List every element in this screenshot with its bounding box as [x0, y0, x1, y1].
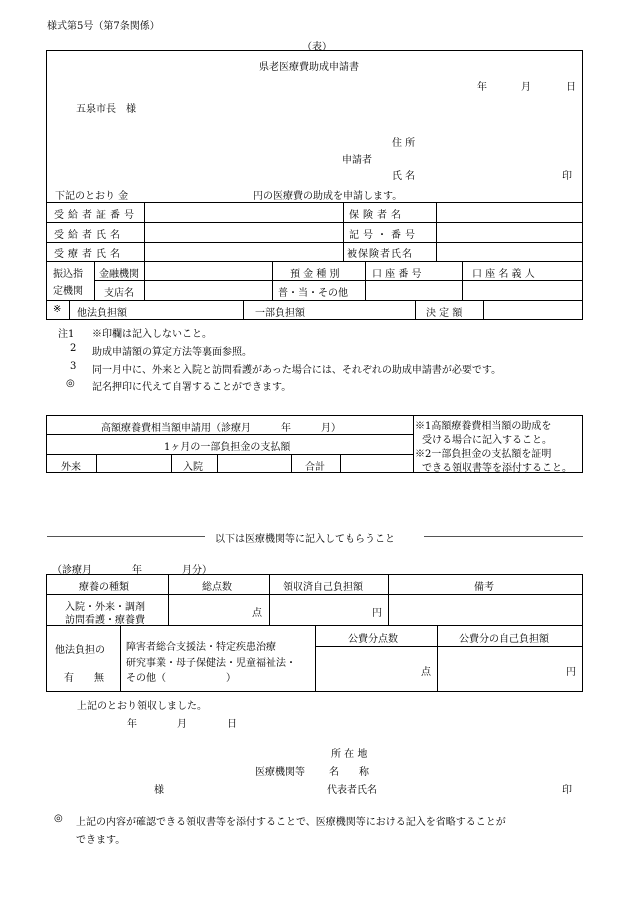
note-text-1: ※印欄は記入しないこと。: [92, 329, 212, 340]
transfer-label-2: 定機関: [53, 286, 83, 297]
deposit-options: 普・当・その他: [278, 288, 348, 299]
inpatient-label: 入院: [183, 462, 203, 473]
public-copay-label: 公費分の自己負担額: [459, 634, 549, 645]
outpatient-label: 外来: [61, 462, 81, 473]
clinic-seal: 印: [562, 785, 572, 796]
footer-line-2: できます。: [76, 835, 126, 846]
clinic-month-line: （診療月 年 月分）: [52, 565, 212, 576]
note-num-2: 2: [70, 343, 77, 354]
form-title: 県老医療費助成申請書: [259, 62, 359, 73]
date-day: 日: [566, 82, 576, 93]
institution-label: 医療機関等: [255, 767, 305, 778]
col-remarks: 備考: [474, 582, 494, 593]
row-recipient-cert-no: 受給者証番号: [54, 210, 138, 221]
copay-label: 一部負担額: [255, 308, 305, 319]
applicant-seal: 印: [562, 171, 572, 182]
applicant-label: 申請者: [342, 155, 372, 166]
high-cost-header: 高額療養費相当額申請用（診療月 年 月）: [101, 423, 341, 434]
public-copay-unit: 円: [566, 667, 576, 678]
divider-text: 以下は医療機関等に記入してもらうこと: [215, 534, 395, 545]
footer-mark: ◎: [54, 813, 63, 824]
high-cost-note1-a: ※1高額療養費相当額の助成を: [415, 421, 552, 432]
applicant-name-label: 氏 名: [392, 171, 416, 182]
sama-label: 様: [154, 785, 164, 796]
row-insurer: 保険者名: [349, 210, 405, 221]
row-insured-name: 被保険者氏名: [347, 249, 413, 260]
points-unit: 点: [252, 608, 262, 619]
date-year: 年: [477, 82, 487, 93]
high-cost-note2-b: できる領収書等を添付すること。: [422, 463, 572, 474]
other-burden-1: 他法負担の: [55, 645, 105, 656]
form-number: 様式第5号（第7条関係）: [47, 21, 160, 32]
address-label: 所 在 地: [331, 749, 368, 760]
date-month: 月: [521, 82, 531, 93]
request-suffix: 円の医療費の助成を申請します。: [253, 191, 403, 202]
received-unit: 円: [372, 608, 382, 619]
note-num-4: ◎: [66, 378, 75, 389]
bank-label: 金融機関: [99, 269, 139, 280]
decided-label: 決 定 額: [426, 308, 463, 319]
note-text-3: 同一月中に、外来と入院と訪問看護があった場合には、それぞれの助成申請書が必要です。: [92, 365, 502, 376]
col-type: 療養の種類: [79, 582, 129, 593]
received-text: 上記のとおり領収しました。: [77, 701, 207, 712]
note-text-4: 記名押印に代えて自署することができます。: [92, 382, 292, 393]
note-num-1: 注1: [58, 329, 75, 340]
branch-label: 支店名: [104, 288, 134, 299]
public-points-unit: 点: [421, 667, 431, 678]
high-cost-note1-b: 受ける場合に記入すること。: [422, 435, 552, 446]
applicant-address-label: 住 所: [392, 138, 416, 149]
col-received: 領収済自己負担額: [283, 582, 363, 593]
note-num-3: 3: [70, 361, 77, 372]
account-holder-label: 口 座 名 義 人: [472, 269, 535, 280]
row-recipient-name: 受給者氏名: [54, 230, 124, 241]
other-law-label: 他法負担額: [77, 308, 127, 319]
note-text-2: 助成申請額の算定方法等裏面参照。: [92, 347, 252, 358]
high-cost-note2-a: ※2一部負担金の支払額を証明: [415, 449, 552, 460]
laws-line-1: 障害者総合支援法・特定疾患治療: [126, 642, 276, 653]
rep-name-label: 代表者氏名: [327, 785, 377, 796]
public-points-label: 公費分点数: [348, 634, 398, 645]
deposit-type-label: 預 金 種 別: [290, 269, 340, 280]
institution-name-label: 名 称: [329, 767, 369, 778]
laws-line-2: 研究事業・母子保健法・児童福祉法・: [126, 658, 296, 669]
type-line-1: 入院・外来・調剤: [65, 602, 145, 613]
row-symbol-number: 記号・番号: [349, 230, 419, 241]
received-date-line: 年 月 日: [127, 719, 237, 730]
transfer-label-1: 振込指: [53, 269, 83, 280]
mark-asterisk: ※: [53, 304, 62, 315]
addressee: 五泉市長 様: [76, 104, 136, 115]
request-prefix: 下記のとおり 金: [55, 191, 129, 202]
laws-line-3: その他（ ）: [126, 673, 236, 684]
side-label: （表）: [302, 42, 332, 53]
other-burden-2: 有 無: [64, 673, 104, 684]
row-patient-name: 受療者氏名: [54, 249, 124, 260]
col-points: 総点数: [202, 582, 232, 593]
total-label: 合計: [305, 462, 325, 473]
type-line-2: 訪問看護・療養費: [65, 615, 145, 626]
high-cost-subheader: 1ヶ月の一部負担金の支払額: [164, 442, 291, 453]
footer-line-1: 上記の内容が確認できる領収書等を添付することで、医療機関等における記入を省略することが: [76, 817, 506, 828]
account-no-label: 口 座 番 号: [372, 269, 422, 280]
